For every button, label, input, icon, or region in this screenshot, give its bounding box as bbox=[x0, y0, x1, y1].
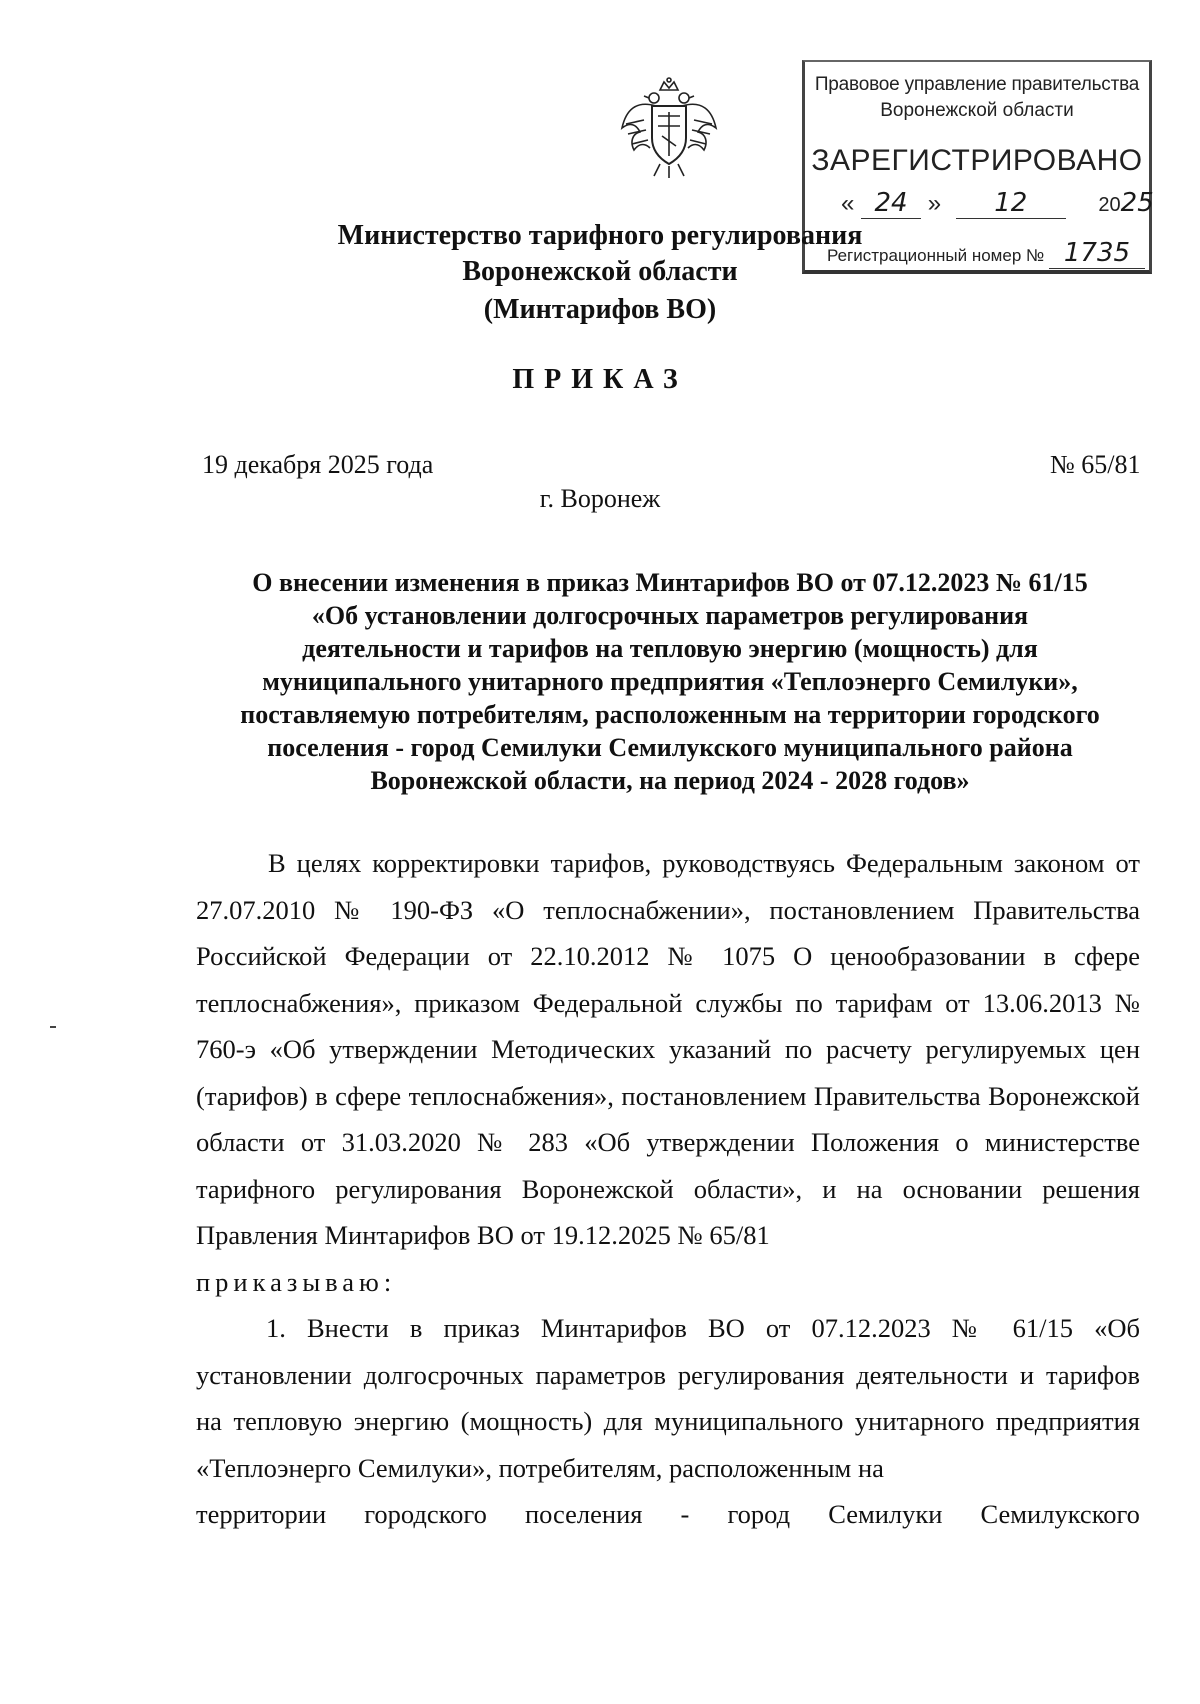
document-type-title: ПРИКАЗ bbox=[512, 364, 688, 395]
subject-line: «Об установлении долгосрочных параметров регулирования bbox=[311, 601, 1029, 630]
stamp-reg-label: Регистрационный номер № bbox=[827, 246, 1045, 265]
stamp-date-year-prefix: 20 bbox=[1098, 194, 1121, 216]
word: Семилуки bbox=[828, 1499, 943, 1529]
order-date: 19 декабря 2025 года bbox=[202, 450, 434, 479]
stamp-date-open-quote: « bbox=[841, 190, 855, 217]
stamp-department-line1: Правовое управление правительства bbox=[814, 74, 1140, 95]
word: город bbox=[727, 1499, 791, 1529]
ministry-name-line2: Воронежской области bbox=[462, 256, 738, 287]
order-number: № 65/81 bbox=[1050, 450, 1141, 479]
ministry-abbreviation: (Минтарифов ВО) bbox=[483, 294, 717, 325]
stamp-date-month: 12 bbox=[956, 188, 1066, 219]
subject-line: Воронежской области, на период 2024 - 2028 годов» bbox=[370, 766, 970, 795]
word: городского bbox=[364, 1499, 487, 1529]
stamp-date-close-quote: » bbox=[927, 190, 942, 217]
stamp-date bbox=[841, 188, 1154, 219]
subject-line: поставляемую потребителям, расположенным на территории городского bbox=[240, 700, 1100, 729]
word: территории bbox=[196, 1499, 327, 1529]
stamp-registered-label: ЗАРЕГИСТРИРОВАНО bbox=[811, 144, 1143, 177]
subject-line: деятельности и тарифов на тепловую энергию (мощность) для bbox=[302, 634, 1038, 663]
item-1-paragraph: 1. Внести в приказ Минтарифов ВО от 07.12.2023 № 61/15 «Об установлении долгосрочных параметров регулирования деятельности и тарифов на тепловую энергию (мощность) для муниципального унитарного предприятия «Теплоэнерго Семилуки», потребителям, расположенным на bbox=[196, 1313, 1140, 1483]
ministry-name-line1: Министерство тарифного регулирования bbox=[337, 220, 863, 251]
stamp-reg-number: 1735 bbox=[1049, 238, 1145, 269]
order-word: приказываю: bbox=[196, 1266, 397, 1297]
stamp-date-year-suffix: 25 bbox=[1120, 188, 1154, 218]
subject-line: муниципального унитарного предприятия «Теплоэнерго Семилуки», bbox=[262, 667, 1078, 696]
word: поселения bbox=[524, 1499, 643, 1529]
stamp-department-line2: Воронежской области bbox=[880, 100, 1074, 121]
scan-artifact-mark bbox=[50, 1026, 56, 1028]
order-city: г. Воронеж bbox=[539, 484, 661, 513]
order-subject bbox=[210, 566, 1130, 797]
preamble-paragraph: В целях корректировки тарифов, руководствуясь Федеральным законом от 27.07.2010 № 190-ФЗ «О теплоснабжении», постановлением Правительства Российской Федерации от 22.10.2012 № 1075 О ценообразовании в сфере теплоснабжения», приказом Федеральной службы по тарифам от 13.06.2013 № 760-э «Об утверждении Методических указаний по расчету регулируемых цен (тарифов) в сфере теплоснабжения», постановлением Правительства Воронежской области от 31.03.2020 № 283 «Об утверждении Положения о министерстве тарифного регулирования Воронежской области», и на основании решения Правления Минтарифов ВО от 19.12.2025 № 65/81 bbox=[196, 848, 1140, 1250]
subject-line: О внесении изменения в приказ Минтарифов ВО от 07.12.2023 № 61/15 bbox=[252, 568, 1088, 597]
order-body bbox=[196, 840, 1140, 1538]
coat-of-arms-emblem bbox=[616, 76, 722, 180]
item-1-last-line bbox=[196, 1491, 1140, 1538]
stamp-date-day: 24 bbox=[861, 188, 921, 219]
word: Семилукского bbox=[980, 1499, 1140, 1529]
subject-line: поселения - город Семилуки Семилукского муниципального района bbox=[267, 733, 1073, 762]
word: - bbox=[680, 1499, 690, 1529]
